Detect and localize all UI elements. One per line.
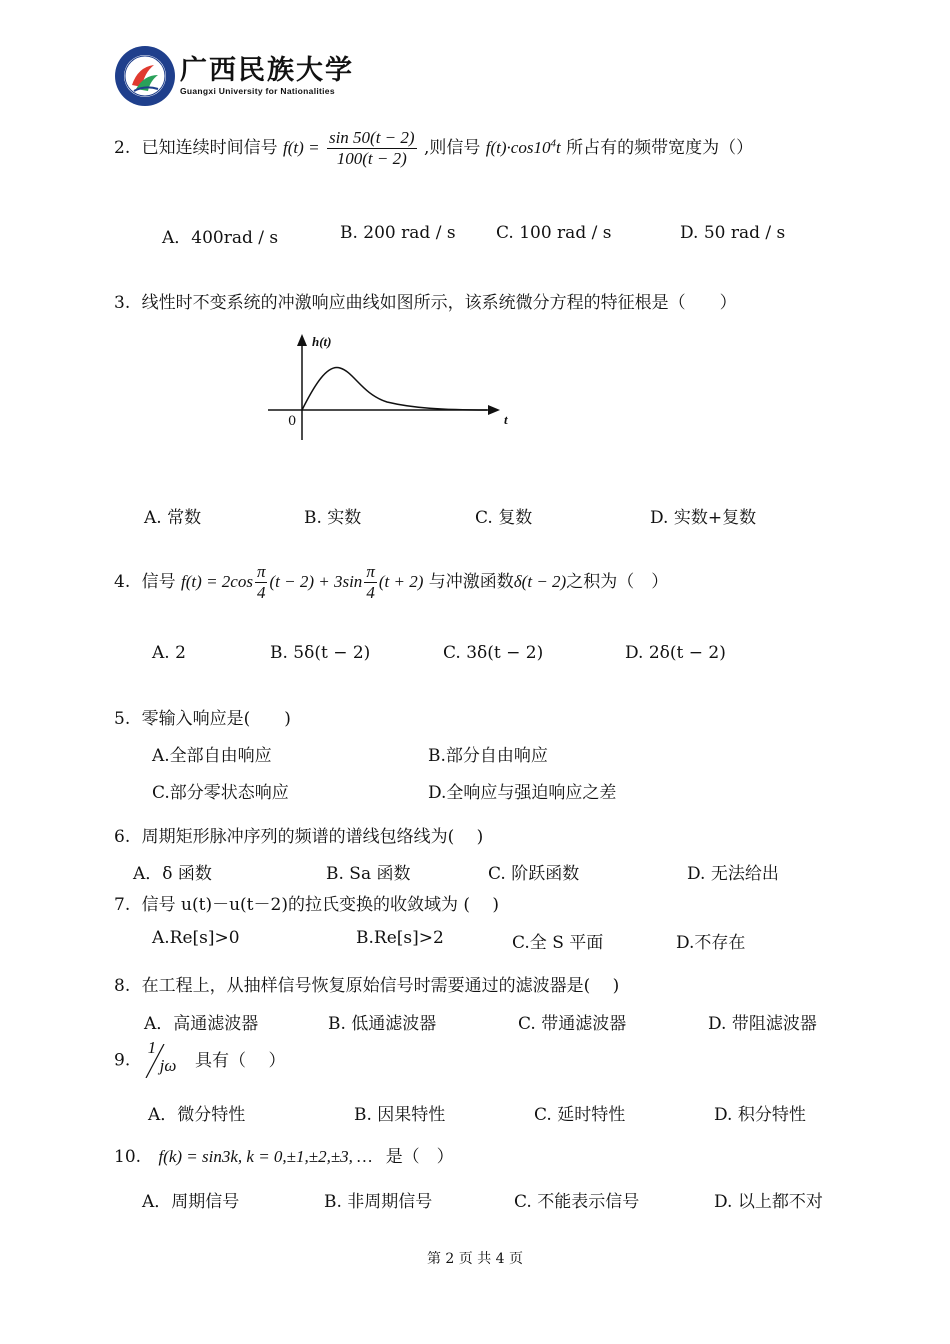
origin-label: 0: [288, 414, 297, 429]
fraction-numerator: 1: [147, 1038, 157, 1057]
fraction-denominator: jω: [159, 1056, 177, 1075]
option-a[interactable]: A．δ 函数: [133, 864, 212, 884]
option-c[interactable]: C.全 S 平面: [512, 933, 604, 953]
option-d[interactable]: D. 带阻滤波器: [708, 1014, 817, 1034]
question-text: 在工程上，从抽样信号恢复原始信号时需要通过的滤波器是( ): [141, 976, 620, 996]
math-expression: f(k) = sin3k, k = 0,±1,±2,±3, …: [158, 1147, 373, 1166]
question-9: [114, 1038, 286, 1078]
option-c[interactable]: C. 3δ(t − 2): [443, 643, 544, 663]
fraction: [327, 128, 417, 169]
option-b[interactable]: B. 200 rad / s: [340, 223, 456, 243]
option-a[interactable]: A. 常数: [144, 508, 202, 528]
question-number: 6.: [114, 827, 131, 847]
question-text: 具有（ ）: [195, 1050, 286, 1071]
option-c[interactable]: C. 不能表示信号: [514, 1192, 640, 1212]
question-number: 10.: [114, 1147, 142, 1167]
option-a[interactable]: A.全部自由响应: [152, 746, 272, 766]
option-b[interactable]: B. 实数: [304, 508, 362, 528]
university-name-en: Guangxi University for Nationalities: [180, 86, 335, 96]
question-text: 信号: [141, 572, 176, 592]
question-text: 线性时不变系统的冲激响应曲线如图所示，该系统微分方程的特征根是（ ）: [141, 293, 737, 313]
option-b[interactable]: B. 低通滤波器: [328, 1014, 437, 1034]
x-axis-label: t: [504, 412, 508, 427]
fraction: [364, 562, 377, 603]
question-number: 8.: [114, 976, 131, 996]
option-b[interactable]: B. 非周期信号: [324, 1192, 433, 1212]
question-3: [114, 288, 737, 313]
fraction-numerator: π: [256, 562, 266, 581]
option-d[interactable]: D.全响应与强迫响应之差: [428, 783, 617, 803]
option-c[interactable]: C.部分零状态响应: [152, 783, 289, 803]
option-c[interactable]: C. 复数: [475, 508, 533, 528]
option-a[interactable]: A．微分特性: [148, 1105, 246, 1125]
math-expression: (t − 2) + 3sin: [269, 572, 363, 591]
option-d[interactable]: D. 积分特性: [714, 1105, 806, 1125]
exponent: 4: [550, 137, 556, 150]
question-number: 4.: [114, 572, 131, 592]
impulse-response-curve: [302, 368, 487, 410]
impulse-response-figure: [262, 330, 522, 440]
university-emblem-icon: [114, 45, 176, 107]
option-c[interactable]: C. 延时特性: [534, 1105, 626, 1125]
option-a[interactable]: A．400rad / s: [162, 228, 279, 248]
question-6: [114, 822, 483, 847]
question-number: 7.: [114, 895, 131, 915]
fraction-denominator: 4: [366, 583, 375, 602]
question-text: 之积为（ ）: [566, 572, 669, 592]
option-c[interactable]: C. 阶跃函数: [488, 864, 580, 884]
option-c[interactable]: C. 带通滤波器: [518, 1014, 627, 1034]
fraction-numerator: sin 50(t − 2): [328, 128, 415, 147]
question-10: [114, 1142, 454, 1167]
question-text: 与冲激函数: [428, 572, 514, 592]
question-number: 2.: [114, 138, 131, 158]
impulse-response-plot: [262, 330, 522, 440]
option-a[interactable]: A.Re[s]>0: [152, 928, 240, 948]
question-2: [114, 128, 753, 169]
university-logo: [114, 45, 176, 107]
page-footer: 第 2 页 共 4 页: [426, 1251, 524, 1267]
question-text: 是（ ）: [385, 1147, 454, 1167]
question-text: 零输入响应是( ): [141, 709, 291, 729]
slash-fraction: [142, 1038, 184, 1078]
university-name-cn: 广西民族大学: [180, 55, 354, 86]
math-expression: f(t) =: [283, 138, 320, 157]
y-axis-label: h(t): [312, 334, 332, 349]
option-d[interactable]: D.不存在: [676, 933, 746, 953]
fraction-numerator: π: [366, 562, 375, 581]
question-8: [114, 971, 619, 996]
math-expression: f(t) = 2cos: [181, 572, 253, 591]
question-number: 5.: [114, 709, 131, 729]
option-d[interactable]: D. 以上都不对: [714, 1192, 823, 1212]
math-expression: (t + 2): [378, 572, 424, 591]
question-7: [114, 890, 499, 915]
option-a[interactable]: A．高通滤波器: [144, 1014, 259, 1034]
question-text: 信号 u(t)－u(t－2)的拉氏变换的收敛域为 ( ): [141, 895, 500, 915]
option-a[interactable]: A．周期信号: [142, 1192, 240, 1212]
option-d[interactable]: D. 2δ(t − 2): [625, 643, 726, 663]
question-4: [114, 562, 668, 603]
math-expression: δ(t − 2): [513, 572, 567, 591]
x-axis-arrow-icon: [488, 405, 500, 415]
option-b[interactable]: B. 因果特性: [354, 1105, 446, 1125]
question-text: 已知连续时间信号: [141, 138, 278, 158]
option-b[interactable]: B. Sa 函数: [326, 864, 411, 884]
y-axis-arrow-icon: [297, 334, 307, 346]
question-text: 周期矩形脉冲序列的频谱的谱线包络线为( ): [141, 827, 484, 847]
question-5: [114, 704, 291, 729]
math-expression: f(t)·cos10: [485, 138, 551, 157]
option-b[interactable]: B.Re[s]>2: [356, 928, 444, 948]
fraction: [255, 562, 268, 603]
option-d[interactable]: D. 无法给出: [687, 864, 779, 884]
question-number: 3.: [114, 293, 131, 313]
option-a[interactable]: A. 2: [152, 643, 186, 663]
fraction-denominator: 100(t − 2): [336, 149, 407, 168]
option-b[interactable]: B.部分自由响应: [428, 746, 548, 766]
option-d[interactable]: D. 50 rad / s: [680, 223, 786, 243]
option-b[interactable]: B. 5δ(t − 2): [270, 643, 371, 663]
question-text: ,则信号: [423, 138, 481, 158]
question-text: 所占有的频带宽度为（）: [566, 138, 754, 158]
option-d[interactable]: D. 实数+复数: [650, 508, 757, 528]
question-number: 9.: [114, 1050, 131, 1071]
fraction-denominator: 4: [256, 583, 266, 602]
option-c[interactable]: C. 100 rad / s: [496, 223, 612, 243]
math-expression: t: [555, 138, 561, 157]
